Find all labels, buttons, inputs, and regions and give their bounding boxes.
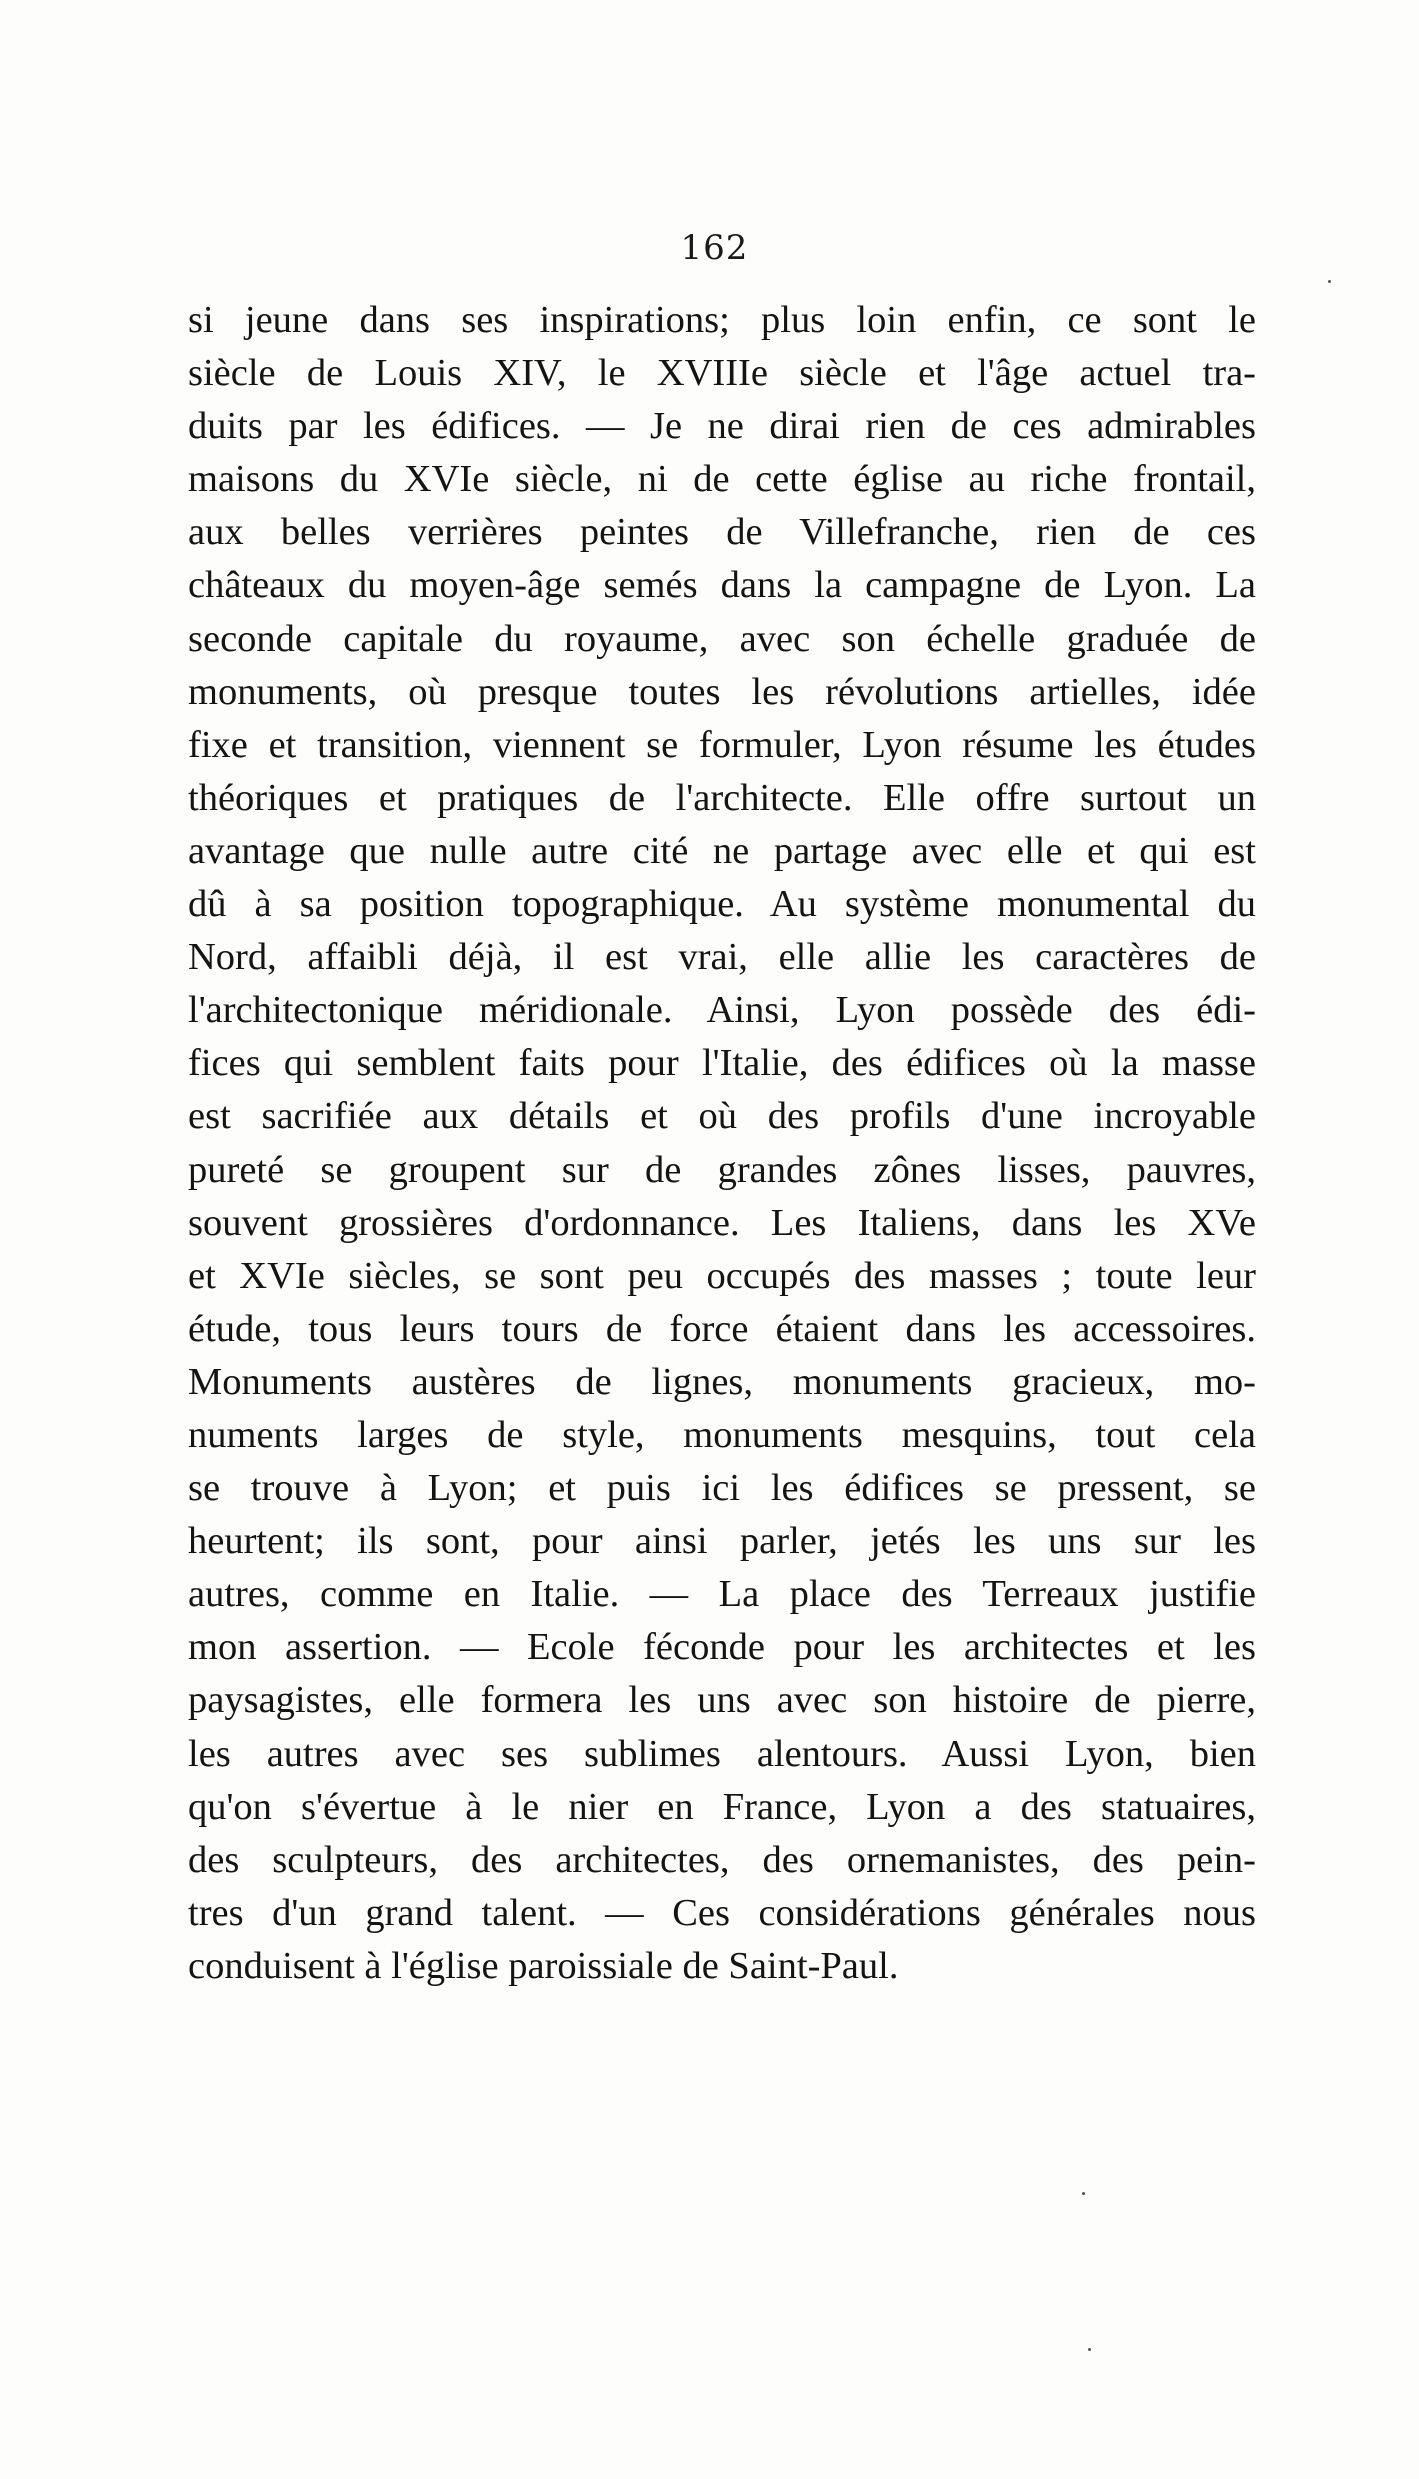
- text-line: duits par les édifices. — Je ne dirai rien de ces admirables: [188, 405, 1256, 448]
- text-line: tres d'un grand talent. — Ces considérations générales nous: [188, 1891, 1256, 1934]
- text-line: châteaux du moyen-âge semés dans la campagne de Lyon. La: [188, 564, 1256, 607]
- text-line: des sculpteurs, des architectes, des ornemanistes, des pein-: [188, 1838, 1256, 1881]
- text-line: seconde capitale du royaume, avec son échelle graduée de: [188, 617, 1256, 660]
- text-line: Nord, affaibli déjà, il est vrai, elle allie les caractères de: [188, 936, 1256, 979]
- scan-speck: [1328, 280, 1331, 283]
- text-line: numents larges de style, monuments mesquins, tout cela: [188, 1413, 1256, 1456]
- scan-speck: [1082, 2192, 1085, 2195]
- text-line: siècle de Louis XIV, le XVIIIe siècle et l'âge actuel tra-: [188, 352, 1256, 395]
- text-line: étude, tous leurs tours de force étaient dans les accessoires.: [188, 1307, 1256, 1350]
- text-line: conduisent à l'église paroissiale de Saint-Paul.: [188, 1944, 899, 1987]
- page-number: 162: [680, 228, 749, 268]
- text-line: paysagistes, elle formera les uns avec son histoire de pierre,: [188, 1679, 1256, 1722]
- text-line: et XVIe siècles, se sont peu occupés des masses ; toute leur: [188, 1254, 1256, 1297]
- text-line: l'architectonique méridionale. Ainsi, Lyon possède des édi-: [188, 989, 1256, 1032]
- text-line: théoriques et pratiques de l'architecte. Elle offre surtout un: [188, 776, 1256, 819]
- text-line: avantage que nulle autre cité ne partage avec elle et qui est: [188, 829, 1256, 872]
- text-line: mon assertion. — Ecole féconde pour les architectes et les: [188, 1626, 1256, 1669]
- text-line: dû à sa position topographique. Au système monumental du: [188, 883, 1256, 926]
- body-text: [188, 294, 1256, 1993]
- text-line: monuments, où presque toutes les révolutions artielles, idée: [188, 670, 1256, 713]
- text-line: est sacrifiée aux détails et où des profils d'une incroyable: [188, 1095, 1256, 1138]
- text-line: les autres avec ses sublimes alentours. Aussi Lyon, bien: [188, 1732, 1256, 1775]
- text-line: si jeune dans ses inspirations; plus loin enfin, ce sont le: [188, 299, 1256, 341]
- text-line: heurtent; ils sont, pour ainsi parler, jetés les uns sur les: [188, 1520, 1256, 1563]
- text-line: aux belles verrières peintes de Villefranche, rien de ces: [188, 511, 1256, 554]
- text-line: Monuments austères de lignes, monuments gracieux, mo-: [188, 1360, 1256, 1403]
- text-line: pureté se groupent sur de grandes zônes lisses, pauvres,: [188, 1148, 1256, 1191]
- scan-speck: [1088, 2348, 1091, 2351]
- text-line: fixe et transition, viennent se formuler, Lyon résume les études: [188, 723, 1256, 766]
- text-line: qu'on s'évertue à le nier en France, Lyon a des statuaires,: [188, 1785, 1256, 1828]
- text-line: se trouve à Lyon; et puis ici les édifices se pressent, se: [188, 1467, 1256, 1510]
- text-line: souvent grossières d'ordonnance. Les Italiens, dans les XVe: [188, 1201, 1256, 1244]
- text-line: autres, comme en Italie. — La place des Terreaux justifie: [188, 1573, 1256, 1616]
- text-line: fices qui semblent faits pour l'Italie, des édifices où la masse: [188, 1042, 1256, 1085]
- text-line: maisons du XVIe siècle, ni de cette église au riche frontail,: [188, 458, 1256, 501]
